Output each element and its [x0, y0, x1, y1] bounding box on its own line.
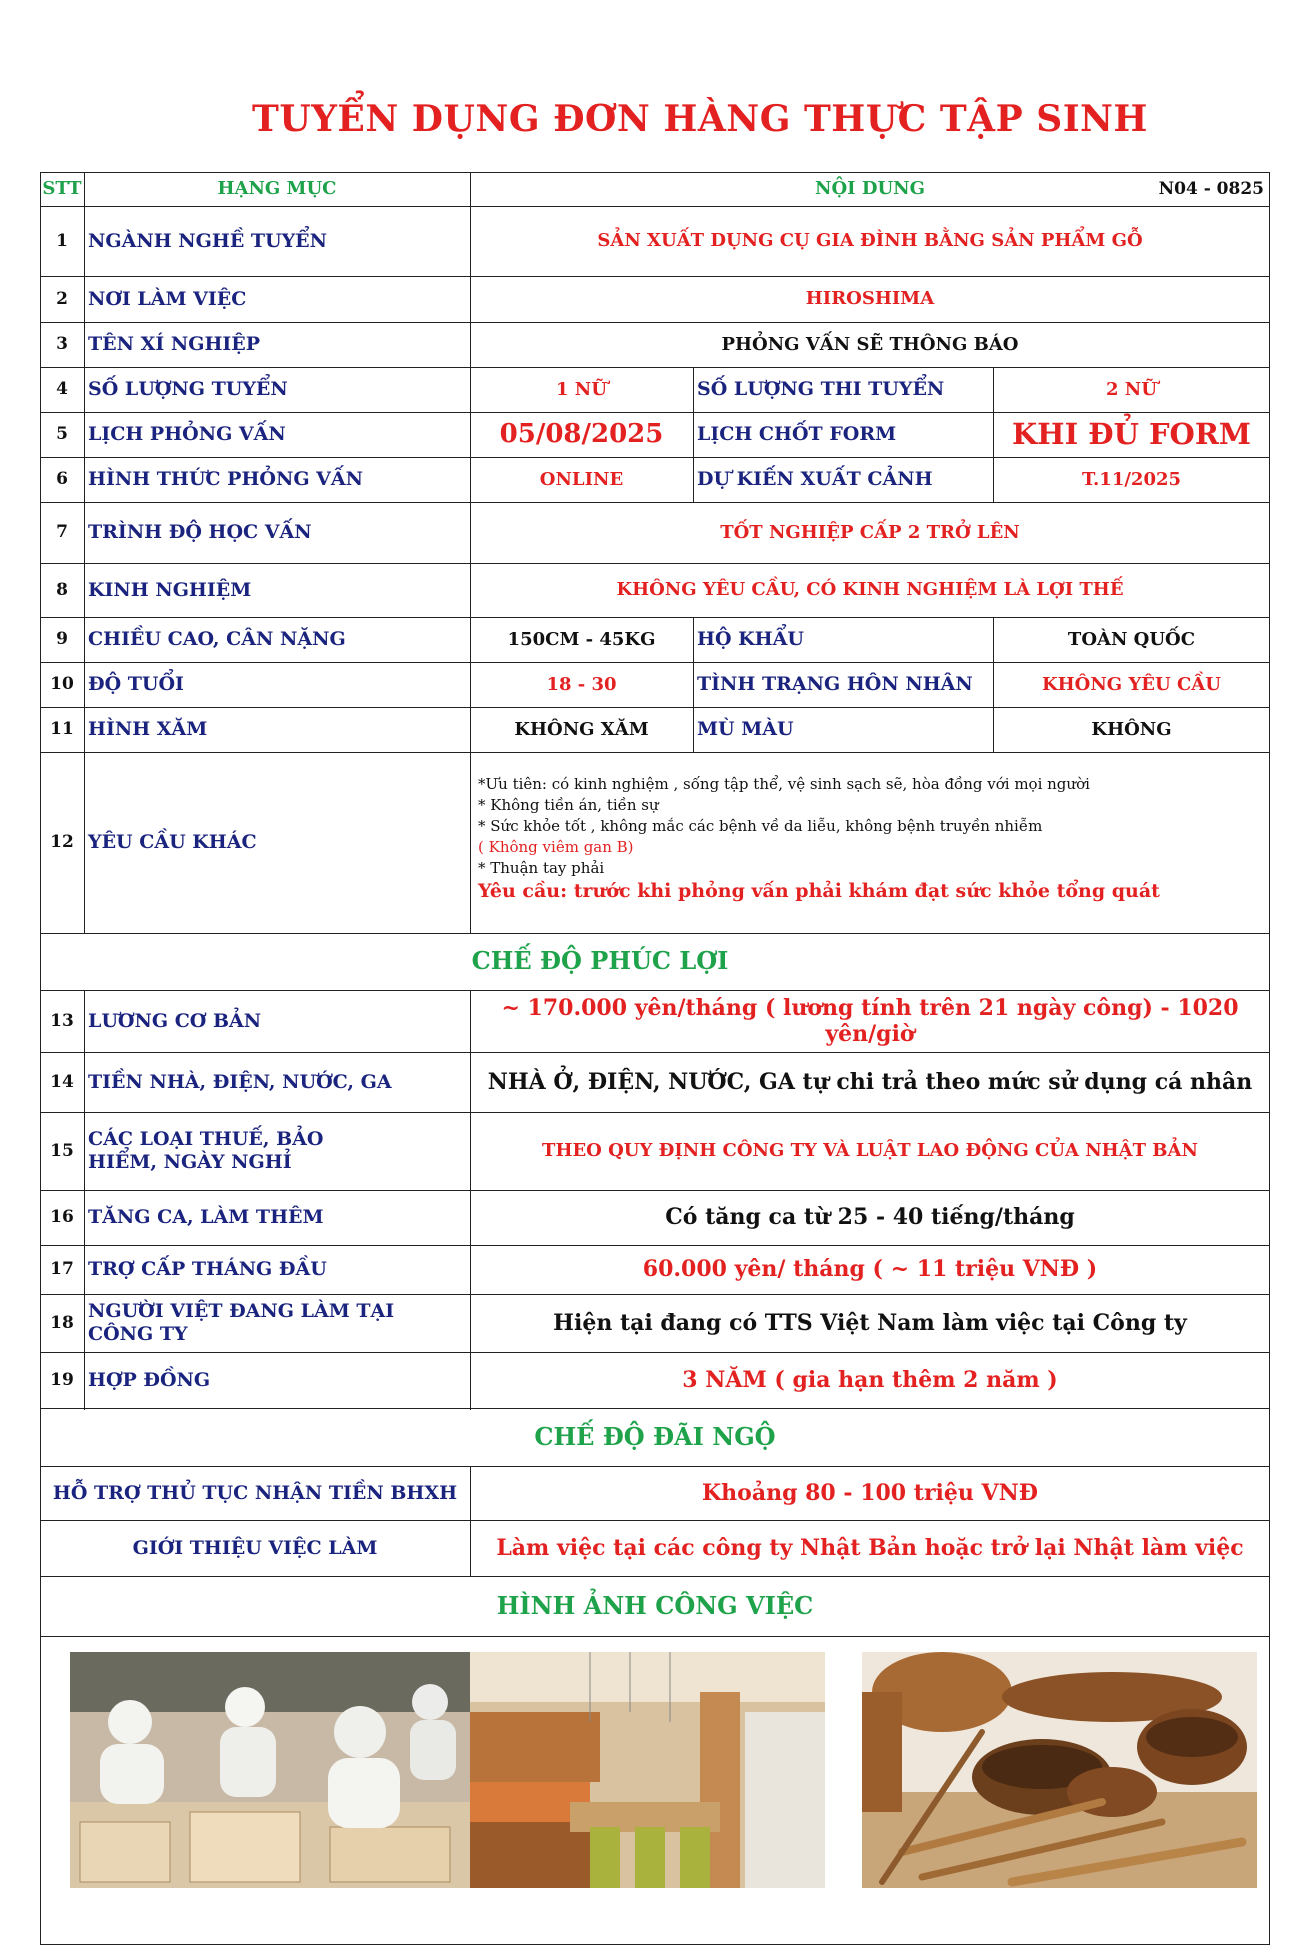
row-value: KHÔNG XĂM [514, 718, 649, 740]
row-label-2: SỐ LƯỢNG THI TUYỂN [697, 378, 945, 401]
requirement-line: * Không tiền án, tiền sự [478, 796, 659, 814]
row-number: 10 [50, 674, 74, 695]
row-number: 6 [56, 469, 68, 490]
header-code: N04 - 0825 [1158, 178, 1264, 199]
row-value-2: T.11/2025 [1081, 468, 1182, 490]
row-value-2: 2 NỮ [1106, 378, 1157, 400]
row-label-2: DỰ KIẾN XUẤT CẢNH [697, 468, 933, 491]
row-number: 16 [50, 1207, 74, 1228]
row-label: TĂNG CA, LÀM THÊM [88, 1206, 324, 1229]
row-value: TỐT NGHIỆP CẤP 2 TRỞ LÊN [720, 521, 1020, 543]
interview-date: 05/08/2025 [499, 418, 664, 449]
row-label: CHIỀU CAO, CÂN NẶNG [88, 628, 346, 651]
row-value: Làm việc tại các công ty Nhật Bản hoặc trở lại Nhật làm việc [496, 1534, 1244, 1561]
row-label-2: LỊCH CHỐT FORM [697, 423, 897, 446]
row-number: 5 [56, 424, 68, 445]
row-label: NGƯỜI VIỆT ĐANG LÀM TẠI CÔNG TY [88, 1300, 395, 1345]
kitchen-photo [470, 1652, 825, 1888]
row-number: 3 [56, 334, 68, 355]
row-label: TRÌNH ĐỘ HỌC VẤN [88, 521, 312, 544]
row-value: HIROSHIMA [805, 288, 935, 310]
row-label-2: TÌNH TRẠNG HÔN NHÂN [697, 673, 973, 696]
row-label: TRỢ CẤP THÁNG ĐẦU [88, 1258, 327, 1281]
form-deadline: KHI ĐỦ FORM [1011, 417, 1252, 452]
row-label: HÌNH THỨC PHỎNG VẤN [88, 468, 364, 491]
row-number: 2 [56, 288, 68, 309]
page-title: TUYỂN DỤNG ĐƠN HÀNG THỰC TẬP SINH [252, 98, 1148, 140]
row-value: THEO QUY ĐỊNH CÔNG TY VÀ LUẬT LAO ĐỘNG CỦA NHẬT BẢN [542, 1140, 1198, 1162]
requirement-line: Yêu cầu: trước khi phỏng vấn phải khám đạt sức khỏe tổng quát [478, 880, 1160, 902]
row-value: NHÀ Ở, ĐIỆN, NƯỚC, GA tự chi trả theo mức sử dụng cá nhân [487, 1068, 1253, 1095]
row-value: PHỎNG VẤN SẼ THÔNG BÁO [721, 333, 1019, 355]
row-label: NƠI LÀM VIỆC [88, 287, 247, 310]
row-label: TIỀN NHÀ, ĐIỆN, NƯỚC, GA [88, 1070, 392, 1093]
requirement-line: * Sức khỏe tốt , không mắc các bệnh về da liễu, không bệnh truyền nhiễm [478, 817, 1043, 835]
row-label: YÊU CẦU KHÁC [88, 831, 257, 854]
row-value: 150CM - 45KG [507, 628, 656, 650]
row-label: GIỚI THIỆU VIỆC LÀM [132, 1536, 378, 1559]
row-number: 11 [50, 719, 74, 740]
row-value-2: KHÔNG [1091, 718, 1172, 740]
row-value: 3 NĂM ( gia hạn thêm 2 năm ) [682, 1366, 1058, 1393]
row-label: KINH NGHIỆM [88, 578, 252, 601]
row-number: 9 [56, 629, 68, 650]
requirement-line: * Thuận tay phải [478, 859, 605, 877]
row-label: SỐ LƯỢNG TUYỂN [88, 378, 288, 401]
row-value: 1 NỮ [556, 378, 607, 400]
header-stt: STT [42, 178, 82, 200]
row-number: 7 [56, 522, 68, 543]
row-number: 13 [50, 1010, 74, 1031]
requirement-line: *Ưu tiên: có kinh nghiệm , sống tập thể, vệ sinh sạch sẽ, hòa đồng với mọi người [478, 775, 1090, 793]
row-label: HỖ TRỢ THỦ TỤC NHẬN TIỀN BHXH [52, 1481, 458, 1504]
row-value: Hiện tại đang có TTS Việt Nam làm việc tại Công ty [553, 1309, 1187, 1336]
row-number: 12 [50, 832, 74, 853]
row-label: NGÀNH NGHỀ TUYỂN [88, 229, 328, 252]
row-value: 60.000 yên/ tháng ( ~ 11 triệu VNĐ ) [642, 1256, 1098, 1283]
row-value-2: TOÀN QUỐC [1067, 628, 1196, 650]
row-number: 4 [56, 379, 68, 400]
row-number: 17 [50, 1259, 74, 1280]
row-label: TÊN XÍ NGHIỆP [88, 333, 261, 356]
welfare-heading: CHẾ ĐỘ PHÚC LỢI [471, 946, 729, 976]
row-value: Có tăng ca từ 25 - 40 tiếng/tháng [665, 1204, 1075, 1231]
requirement-line: ( Không viêm gan B) [478, 838, 634, 856]
row-label: LỊCH PHỎNG VẤN [88, 423, 286, 446]
wooden-utensils-photo [862, 1652, 1257, 1888]
row-label-2: MÙ MÀU [697, 718, 794, 741]
row-label: CÁC LOẠI THUẾ, BẢO HIỂM, NGÀY NGHỈ [88, 1128, 324, 1173]
row-value: ONLINE [539, 468, 624, 490]
row-label-2: HỘ KHẨU [697, 628, 804, 651]
row-number: 8 [56, 579, 68, 600]
row-label: HÌNH XĂM [88, 718, 208, 741]
header-content: NỘI DUNG [815, 178, 925, 200]
row-value: Khoảng 80 - 100 triệu VNĐ [702, 1479, 1038, 1506]
treatment-heading: CHẾ ĐỘ ĐÃI NGỘ [534, 1421, 776, 1451]
photos-heading: HÌNH ẢNH CÔNG VIỆC [496, 1590, 814, 1620]
row-number: 1 [56, 230, 68, 251]
row-number: 15 [50, 1140, 74, 1161]
row-label: HỢP ĐỒNG [88, 1368, 211, 1391]
row-label: LƯƠNG CƠ BẢN [88, 1009, 262, 1032]
row-label: ĐỘ TUỔI [88, 673, 184, 696]
row-value: KHÔNG YÊU CẦU, CÓ KINH NGHIỆM LÀ LỢI THẾ [616, 579, 1124, 601]
row-number: 19 [50, 1369, 74, 1390]
row-value: ~ 170.000 yên/tháng ( lương tính trên 21 ngày công) - 1020 yên/giờ [501, 994, 1239, 1047]
row-value: 18 - 30 [546, 673, 617, 695]
row-number: 18 [50, 1312, 74, 1333]
row-number: 14 [50, 1071, 74, 1092]
other-requirements [478, 774, 1258, 902]
header-category: HẠNG MỤC [217, 178, 337, 200]
factory-workers-photo [70, 1652, 470, 1888]
row-value-2: KHÔNG YÊU CẦU [1042, 673, 1221, 695]
row-value: SẢN XUẤT DỤNG CỤ GIA ĐÌNH BẰNG SẢN PHẨM GỖ [597, 230, 1143, 252]
